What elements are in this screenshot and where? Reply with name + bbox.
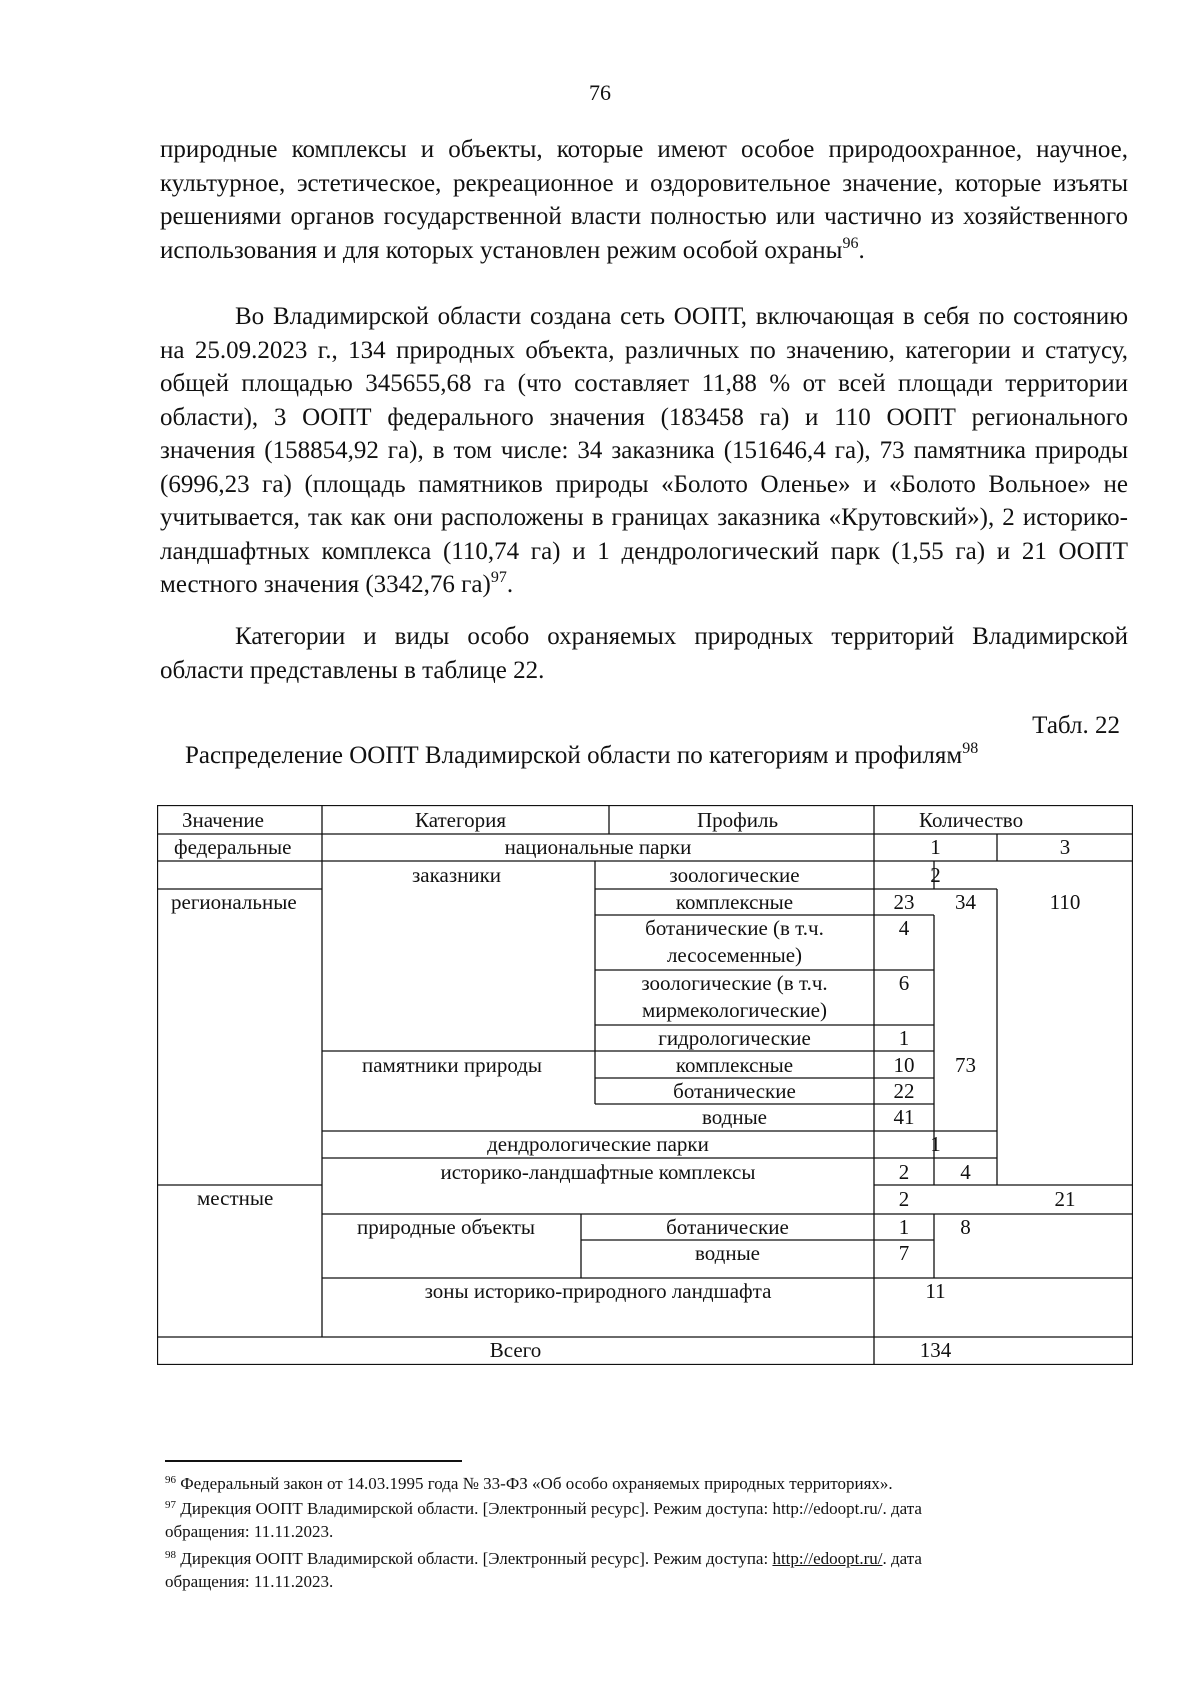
paragraph-2: Во Владимирской области создана сеть ООПТ, включающая в себя по состоянию на 25.09.2023 г., 134 природных объекта, различных по значению, категории и статусу, общей площадью 345655,68 га (что составляет 11,88 % от всей площади территории области), 3 ООПТ федерального значения (183458 га) и 110 ООПТ регионального значения (158854,92 га), в том числе: 34 заказника (151646,4 га), 73 памятника природы (6996,23 га) (площадь памятников природы «Болото Оленье» и «Болото Вольное» не учитывается, так как они расположены в границах заказника «Крутовский»), 2 историко-ландшафтных комплекса (110,74 га) и 1 дендрологический парк (1,55 га) и 21 ООПТ местного значения (3342,76 га)$^{97}$. <box>160 303 1128 598</box>
count-hist-regional: 2 <box>898 1160 910 1184</box>
profile-bot-monuments: ботанические <box>673 1079 796 1103</box>
count-federal-total: 3 <box>1059 835 1071 859</box>
cat-national-parks: национальные парки <box>504 835 692 859</box>
sig-federal: федеральные <box>174 835 292 859</box>
profile-complex: комплексные <box>675 890 794 914</box>
table-caption: Распределение ООПТ Владимирской области по категориям и профилям$^{98}$ <box>185 740 979 769</box>
count-reserves-hydro: 1 <box>898 1026 910 1050</box>
table-ref: Табл. 22 <box>1032 712 1120 739</box>
cat-reserves: заказники <box>412 863 502 887</box>
count-reserves-complex: 23 <box>893 890 915 914</box>
count-national-parks: 1 <box>930 835 941 859</box>
profile-bot-1: ботанические (в т.ч. <box>645 916 824 940</box>
header-count: Количество <box>919 808 1024 832</box>
cat-dendro: дендрологические парки <box>487 1132 709 1156</box>
count-reserves-zoo2: 6 <box>898 971 910 995</box>
profile-zoo2-2: мирмекологические) <box>642 998 827 1022</box>
count-zones: 11 <box>925 1279 946 1303</box>
cat-zones: зоны историко-природного ландшафта <box>424 1279 772 1303</box>
sig-local: местные <box>197 1186 274 1210</box>
paragraph-3: Категории и виды особо охраняемых природных территорий Владимирской области представлены в таблице 22. <box>160 623 1128 684</box>
count-regional-total: 110 <box>1049 890 1081 914</box>
count-monuments-bot: 22 <box>893 1079 915 1103</box>
sig-regional: региональные <box>171 890 297 914</box>
count-dendro: 1 <box>930 1132 941 1156</box>
count-hist-total: 4 <box>960 1160 971 1184</box>
profile-bot-local: ботанические <box>666 1215 789 1239</box>
footnote-98-link[interactable]: http://edoopt.ru/ <box>772 1549 883 1568</box>
paragraph-1: природные комплексы и объекты, которые имеют особое природоохранное, научное, культурное, эстетическое, рекреационное и оздоровительное значение, которые изъяты решениями органов государственной власти полностью или частично из хозяйственного использования и для которых установлен режим особой охраны$^{96}$. <box>160 136 1128 264</box>
cat-total: Всего <box>489 1338 542 1362</box>
count-reserves-zoo: 2 <box>930 863 941 887</box>
header-value: Значение <box>182 808 264 832</box>
page-number: 76 <box>589 80 611 105</box>
cat-hist-land: историко-ландшафтные комплексы <box>440 1160 756 1184</box>
count-reserves-total: 34 <box>955 890 976 914</box>
footnote-98: $^{98}$ Дирекция ООПТ Владимирской области. [Электронный ресурс]. Режим доступа: http://edoopt.ru/. дата обращения: 11.11.2023. <box>165 1549 922 1591</box>
count-local-total: 21 <box>1054 1187 1076 1211</box>
count-monuments-water: 41 <box>893 1105 915 1129</box>
profile-hydro: гидрологические <box>658 1026 811 1050</box>
footnote-separator <box>165 1460 462 1462</box>
count-nat-total: 8 <box>960 1215 971 1239</box>
profile-bot-2: лесосеменные) <box>666 943 803 967</box>
profile-water-monuments: водные <box>701 1105 768 1129</box>
count-nat-water: 7 <box>898 1241 910 1265</box>
count-hist-local: 2 <box>898 1187 910 1211</box>
header-category: Категория <box>415 808 506 832</box>
cat-monuments: памятники природы <box>362 1053 543 1077</box>
profile-zoo: зоологические <box>669 863 800 887</box>
count-reserves-bot: 4 <box>898 916 910 940</box>
count-monuments-complex: 10 <box>893 1053 915 1077</box>
cat-nat-objects: природные объекты <box>357 1215 536 1239</box>
profile-zoo2-1: зоологические (в т.ч. <box>641 971 828 995</box>
count-nat-bot: 1 <box>898 1215 910 1239</box>
oopt-table <box>157 805 1133 1365</box>
footnote-97: $^{97}$ Дирекция ООПТ Владимирской области. [Электронный ресурс]. Режим доступа: http://edoopt.ru/. дата обращения: 11.11.2023. <box>165 1499 922 1541</box>
footnote-ref-96[interactable]: 96 <box>842 234 859 252</box>
count-monuments-total: 73 <box>955 1053 976 1077</box>
profile-complex-monuments: комплексные <box>675 1053 794 1077</box>
profile-water-local: водные <box>694 1241 761 1265</box>
footnote-ref-97[interactable]: 97 <box>490 569 507 586</box>
header-profile: Профиль <box>697 808 779 832</box>
footnote-ref-98[interactable]: 98 <box>962 740 979 757</box>
count-grand-total: 134 <box>919 1338 952 1362</box>
footnote-96: $^{96}$ Федеральный закон от 14.03.1995 года № 33-ФЗ «Об особо охраняемых природных территориях». <box>165 1474 893 1493</box>
